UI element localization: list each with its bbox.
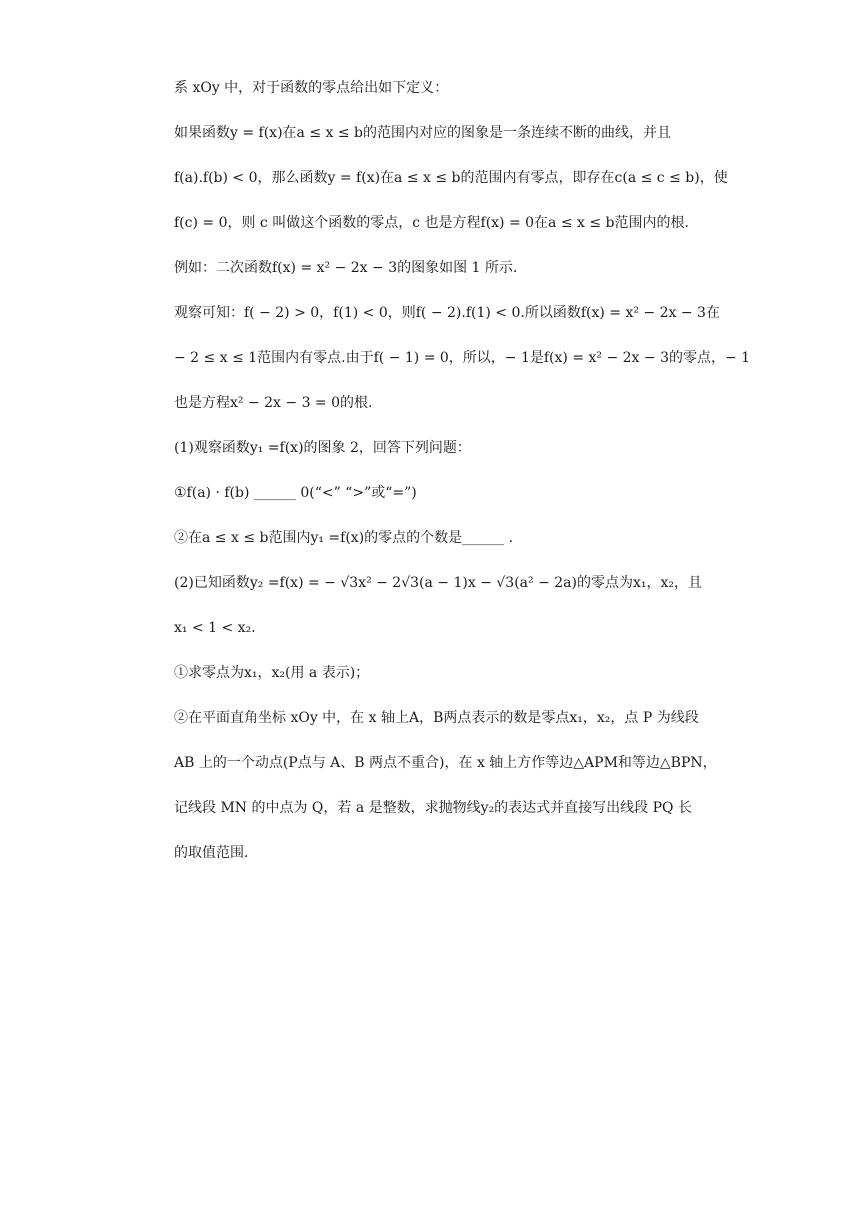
question-2-part-2-line-2: AB 上的一个动点(P点与 A、B 两点不重合)，在 x 轴上方作等边△APM和等边△BPN，: [174, 755, 717, 771]
question-2-part-2-line-3: 记线段 MN 的中点为 Q，若 a 是整数，求抛物线y₂的表达式并直接写出线段 PQ 长: [174, 800, 692, 816]
text-line-3: f(a).f(b) < 0，那么函数y = f(x)在a ≤ x ≤ b的范围内有零点，即存在c(a ≤ c ≤ b)，使: [174, 170, 728, 186]
question-2-heading: (2)已知函数y₂ =f(x) = − √3x² − 2√3(a − 1)x − √3(a² − 2a)的零点为x₁，x₂，且: [174, 575, 702, 591]
text-line-2: 如果函数y = f(x)在a ≤ x ≤ b的范围内对应的图象是一条连续不断的曲线，并且: [174, 125, 672, 141]
question-2-part-2-line-1: ②在平面直角坐标 xOy 中，在 x 轴上A，B两点表示的数是零点x₁，x₂，点 P 为线段: [174, 710, 699, 726]
question-1-part-1: ①f(a) · f(b) ______ 0(“<” “>”或“=”): [174, 485, 417, 501]
text-line-5: 例如：二次函数f(x) = x² − 2x − 3的图象如图 1 所示.: [174, 260, 518, 276]
question-2-part-1: ①求零点为x₁，x₂(用 a 表示)；: [174, 665, 370, 681]
text-line-8: 也是方程x² − 2x − 3 = 0的根.: [174, 395, 373, 411]
text-line-1: 系 xOy 中，对于函数的零点给出如下定义：: [174, 80, 449, 96]
text-line-6: 观察可知：f( − 2) > 0，f(1) < 0，则f( − 2).f(1) < 0.所以函数f(x) = x² − 2x − 3在: [174, 305, 720, 321]
question-2-part-2-line-4: 的取值范围.: [174, 845, 249, 861]
question-1-part-2: ②在a ≤ x ≤ b范围内y₁ =f(x)的零点的个数是______ .: [174, 530, 514, 546]
text-line-4: f(c) = 0，则 c 叫做这个函数的零点，c 也是方程f(x) = 0在a ≤ x ≤ b范围内的根.: [174, 215, 689, 231]
question-1-heading: (1)观察函数y₁ =f(x)的图象 2，回答下列问题：: [174, 440, 471, 456]
question-2-condition: x₁ < 1 < x₂.: [174, 620, 256, 636]
text-line-7: − 2 ≤ x ≤ 1范围内有零点.由于f( − 1) = 0，所以，− 1是f(x) = x² − 2x − 3的零点，− 1: [174, 350, 751, 366]
